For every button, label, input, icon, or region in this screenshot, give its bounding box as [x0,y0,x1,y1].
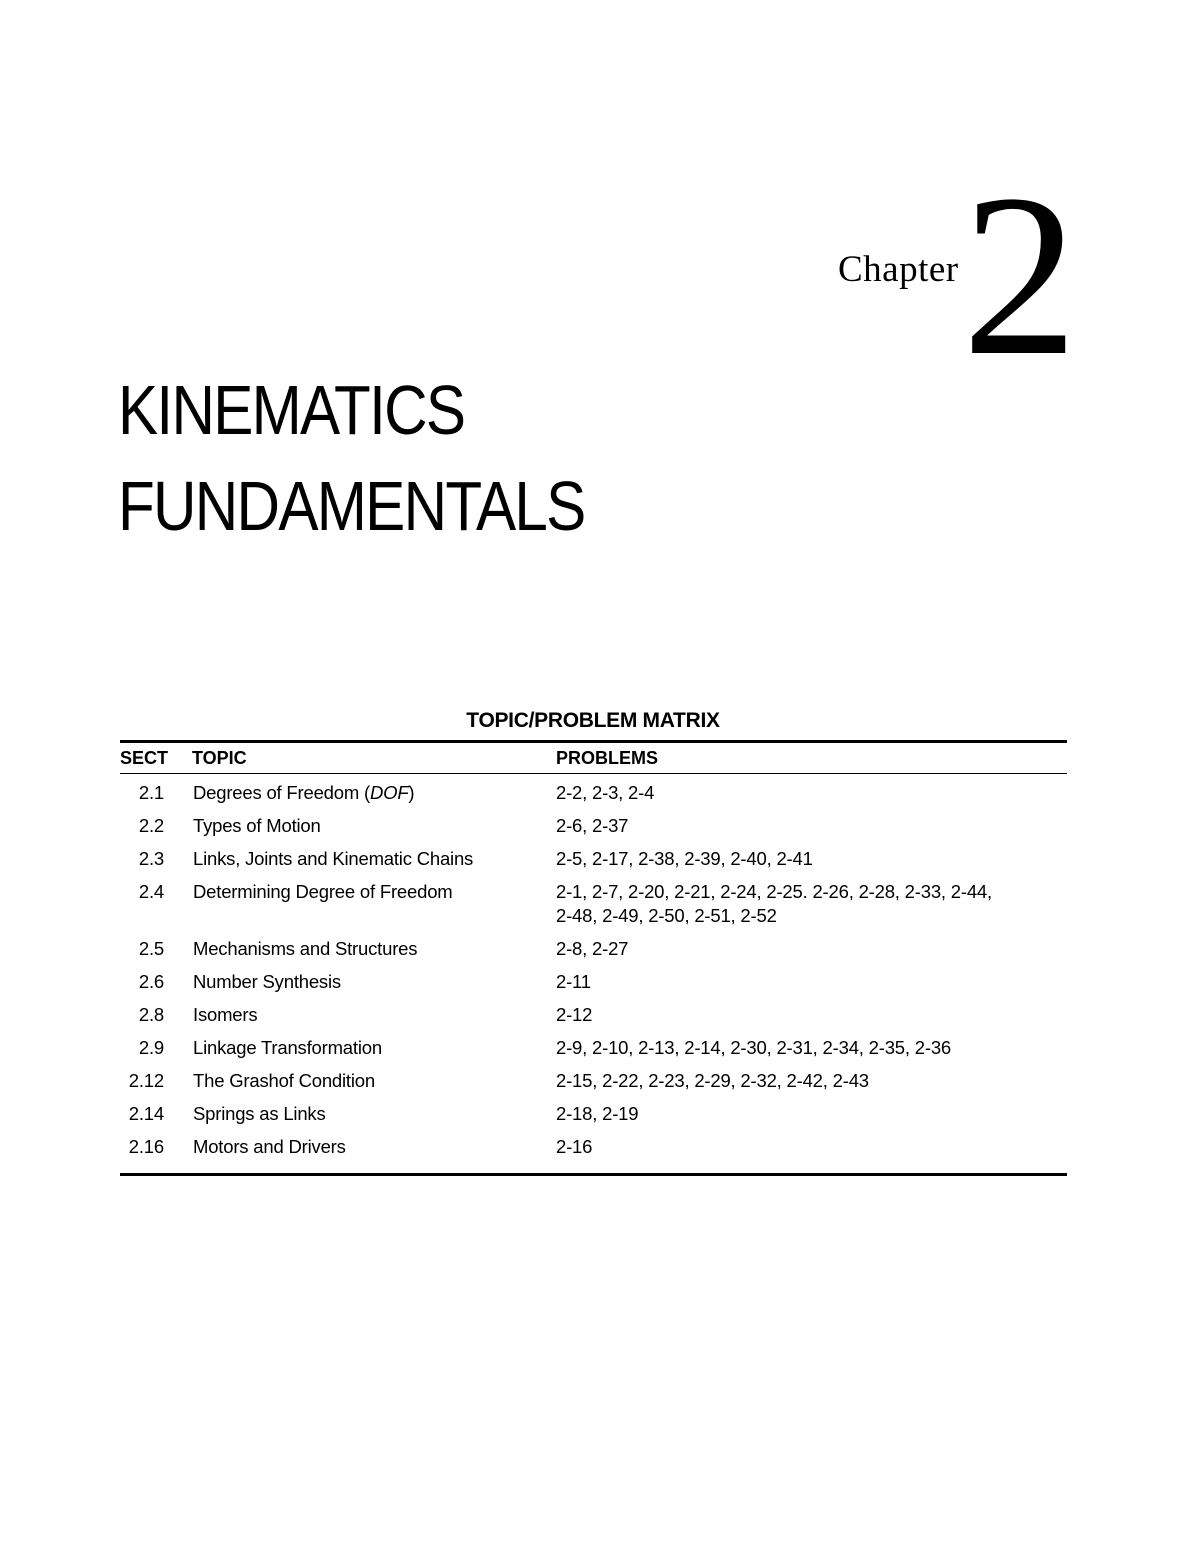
header-topic: TOPIC [192,748,247,768]
row-sect: 2.1 [138,782,164,803]
table-top-rule [120,740,1067,743]
table-row [120,970,1067,994]
table-row [120,1003,1067,1027]
chapter-title-line-1: KINEMATICS [118,371,465,449]
row-problems-line: 2-6, 2-37 [556,815,629,836]
row-sect: 2.8 [138,1004,164,1025]
chapter-label: Chapter [838,249,959,290]
table-row [120,937,1067,961]
chapter-title [118,362,585,554]
row-problems-line: 2-18, 2-19 [556,1103,639,1124]
header-sect: SECT [120,748,169,768]
header-problems: PROBLEMS [556,748,659,768]
row-problems-line: 2-9, 2-10, 2-13, 2-14, 2-30, 2-31, 2-34, 2-35, 2-36 [556,1037,951,1058]
row-problems [556,1003,1061,1027]
row-topic: Isomers [193,1004,258,1025]
row-problems-line: 2-48, 2-49, 2-50, 2-51, 2-52 [556,905,777,926]
row-problems-line: 2-8, 2-27 [556,938,629,959]
row-topic: Determining Degree of Freedom [193,881,453,902]
table-body [120,781,1067,1168]
row-problems [556,1069,1061,1093]
table-row [120,781,1067,805]
row-topic: Springs as Links [193,1103,326,1124]
table-bottom-rule [120,1173,1067,1176]
row-problems [556,1036,1061,1060]
row-problems [556,880,1061,928]
row-sect: 2.6 [138,971,164,992]
table-header-row [120,748,1067,770]
table-row [120,880,1067,928]
row-problems-line: 2-2, 2-3, 2-4 [556,782,655,803]
row-sect: 2.2 [138,815,164,836]
row-topic: Mechanisms and Structures [193,938,418,959]
row-sect: 2.14 [128,1103,164,1124]
row-problems [556,937,1061,961]
table-row [120,1135,1067,1159]
row-topic: Linkage Transformation [193,1037,382,1058]
row-sect: 2.16 [128,1136,164,1157]
row-topic: Number Synthesis [193,971,341,992]
table-row [120,1102,1067,1126]
row-problems-line: 2-5, 2-17, 2-38, 2-39, 2-40, 2-41 [556,848,813,869]
table-row [120,814,1067,838]
chapter-number: 2 [962,147,1078,404]
row-sect: 2.9 [138,1037,164,1058]
table-row [120,1036,1067,1060]
row-sect: 2.4 [138,881,164,902]
row-problems [556,1102,1061,1126]
table-row [120,1069,1067,1093]
row-sect: 2.3 [138,848,164,869]
row-problems [556,1135,1061,1159]
row-problems [556,814,1061,838]
row-sect: 2.5 [138,938,164,959]
chapter-title-line-2: FUNDAMENTALS [118,467,585,545]
table-row [120,847,1067,871]
row-topic: Types of Motion [193,815,321,836]
row-problems-line: 2-1, 2-7, 2-20, 2-21, 2-24, 2-25. 2-26, 2-28, 2-33, 2-44, [556,881,992,902]
row-problems-line: 2-12 [556,1004,593,1025]
row-sect: 2.12 [128,1070,164,1091]
matrix-title: TOPIC/PROBLEM MATRIX [466,709,720,732]
row-topic-emphasis: DOF [369,782,409,803]
row-problems [556,847,1061,871]
row-topic: Links, Joints and Kinematic Chains [193,848,474,869]
row-problems-line: 2-11 [556,971,591,992]
table-header-rule [120,773,1067,774]
row-topic: Degrees of Freedom (DOF) [193,782,415,803]
row-problems-line: 2-16 [556,1136,593,1157]
row-topic: The Grashof Condition [193,1070,375,1091]
row-problems [556,970,1061,994]
row-problems [556,781,1061,805]
row-problems-line: 2-15, 2-22, 2-23, 2-29, 2-32, 2-42, 2-43 [556,1070,869,1091]
row-topic: Motors and Drivers [193,1136,346,1157]
